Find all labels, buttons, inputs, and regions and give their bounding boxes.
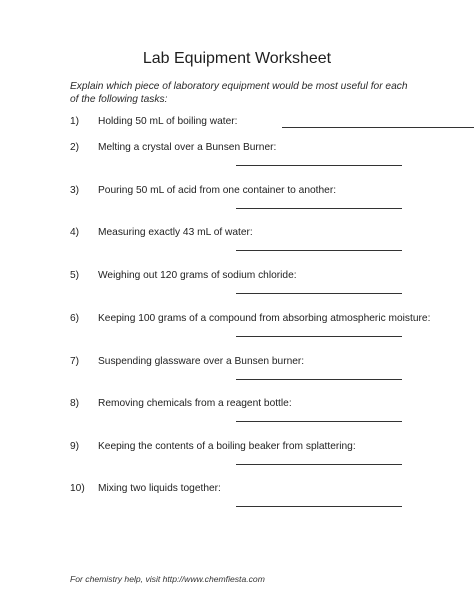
answer-blank[interactable] (236, 336, 402, 337)
question-item (70, 356, 410, 386)
question-item (70, 227, 410, 257)
question-number: 6) (70, 313, 80, 324)
question-item (70, 398, 410, 428)
answer-blank[interactable] (236, 293, 402, 294)
question-text: Suspending glassware over a Bunsen burner: (98, 356, 305, 367)
question-number: 10) (70, 483, 85, 494)
question-text: Keeping 100 grams of a compound from absorbing atmospheric moisture: (98, 313, 431, 324)
answer-blank[interactable] (236, 464, 402, 465)
question-item (70, 142, 410, 172)
question-number: 5) (70, 270, 80, 281)
answer-blank[interactable] (236, 165, 402, 166)
page-title: Lab Equipment Worksheet (142, 50, 332, 67)
answer-blank[interactable] (236, 421, 402, 422)
question-text: Removing chemicals from a reagent bottle: (98, 398, 292, 409)
question-number: 4) (70, 227, 80, 238)
question-text: Weighing out 120 grams of sodium chloride: (98, 270, 297, 281)
instructions: Explain which piece of laboratory equipment would be most useful for each of the following tasks: (70, 81, 408, 105)
answer-blank[interactable] (282, 127, 474, 128)
question-number: 2) (70, 142, 80, 153)
question-text: Mixing two liquids together: (98, 483, 221, 494)
question-item (70, 185, 410, 215)
answer-blank[interactable] (236, 250, 402, 251)
question-item (70, 441, 410, 471)
question-item (70, 313, 431, 343)
answer-blank[interactable] (236, 208, 402, 209)
question-text: Measuring exactly 43 mL of water: (98, 227, 253, 238)
answer-blank[interactable] (236, 379, 402, 380)
question-number: 9) (70, 441, 80, 452)
question-text: Pouring 50 mL of acid from one container to another: (98, 185, 337, 196)
question-text: Melting a crystal over a Bunsen Burner: (98, 142, 277, 153)
question-text: Keeping the contents of a boiling beaker from splattering: (98, 441, 356, 452)
question-item (70, 270, 410, 300)
question-number: 7) (70, 356, 80, 367)
answer-blank[interactable] (236, 506, 402, 507)
footer-note: For chemistry help, visit http://www.chemfiesta.com (70, 574, 265, 584)
question-number: 8) (70, 398, 80, 409)
question-text: Holding 50 mL of boiling water: (98, 116, 238, 127)
question-number: 1) (70, 116, 80, 127)
question-item (70, 483, 410, 513)
question-number: 3) (70, 185, 80, 196)
